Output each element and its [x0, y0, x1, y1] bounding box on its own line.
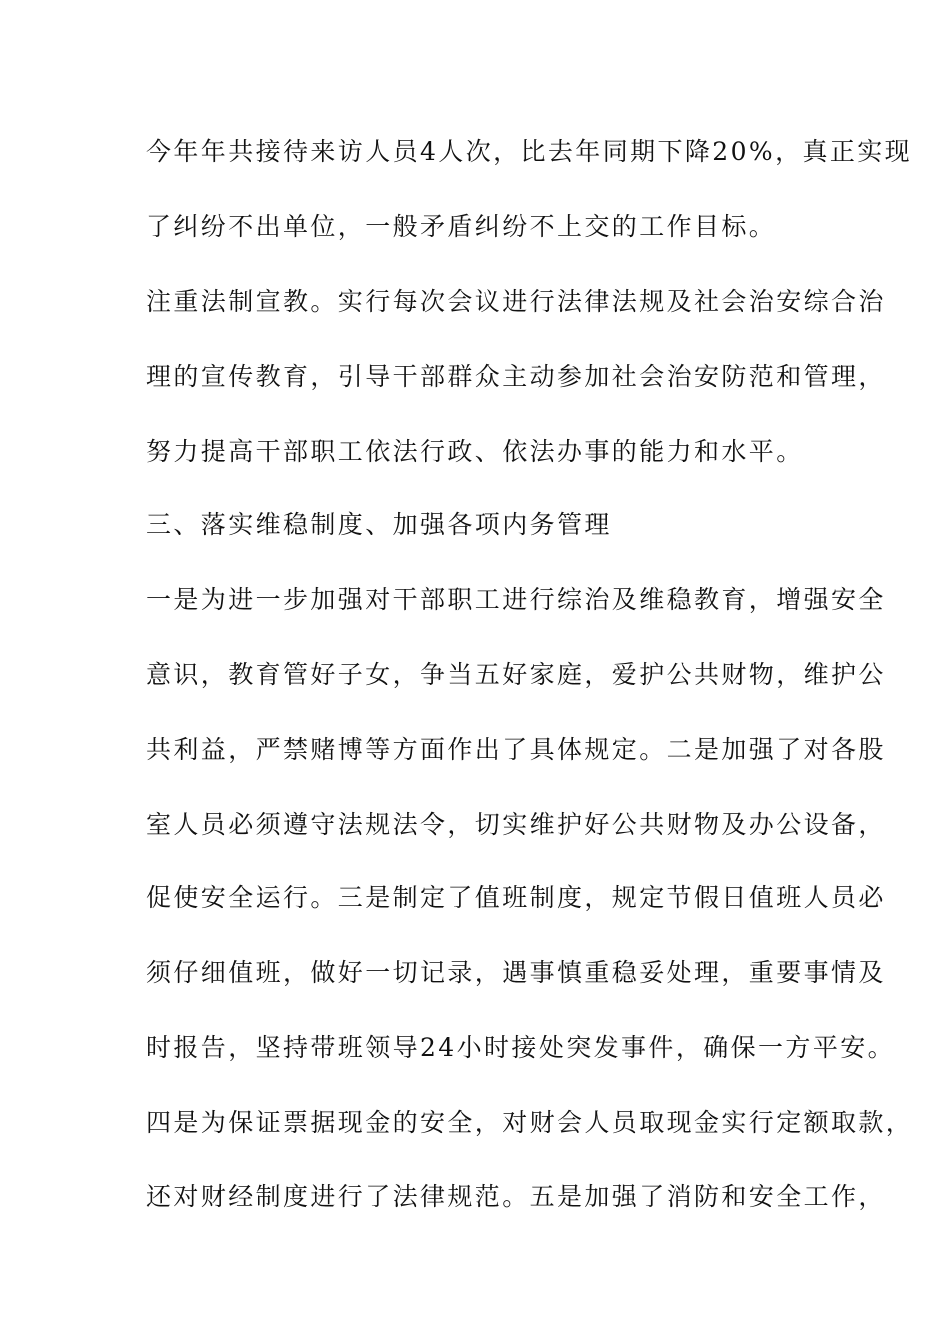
text-line: 促使安全运行。三是制定了值班制度，规定节假日值班人员必	[146, 883, 886, 912]
text-line: 室人员必须遵守法规法令，切实维护好公共财物及办公设备，	[146, 810, 886, 839]
text-line: 理的宣传教育，引导干部群众主动参加社会治安防范和管理，	[146, 362, 886, 391]
text-line: 须仔细值班，做好一切记录，遇事慎重稳妥处理，重要事情及	[146, 958, 886, 987]
text-line: 四是为保证票据现金的安全，对财会人员取现金实行定额取款，	[146, 1108, 914, 1137]
text-line: 时报告，坚持带班领导24小时接处突发事件，确保一方平安。	[146, 1033, 896, 1062]
section-heading: 三、落实维稳制度、加强各项内务管理	[146, 510, 612, 539]
text-line: 意识，教育管好子女，争当五好家庭，爱护公共财物，维护公	[146, 660, 886, 689]
text-line: 今年年共接待来访人员4人次，比去年同期下降20%，真正实现	[146, 137, 913, 166]
text-line: 努力提高干部职工依法行政、依法办事的能力和水平。	[146, 437, 804, 466]
text-line: 了纠纷不出单位，一般矛盾纠纷不上交的工作目标。	[146, 212, 777, 241]
text-line: 还对财经制度进行了法律规范。五是加强了消防和安全工作，	[146, 1182, 886, 1211]
text-line: 一是为进一步加强对干部职工进行综治及维稳教育，增强安全	[146, 585, 886, 614]
text-line: 共利益，严禁赌博等方面作出了具体规定。二是加强了对各股	[146, 735, 886, 764]
text-line: 注重法制宣教。实行每次会议进行法律法规及社会治安综合治	[146, 287, 886, 316]
